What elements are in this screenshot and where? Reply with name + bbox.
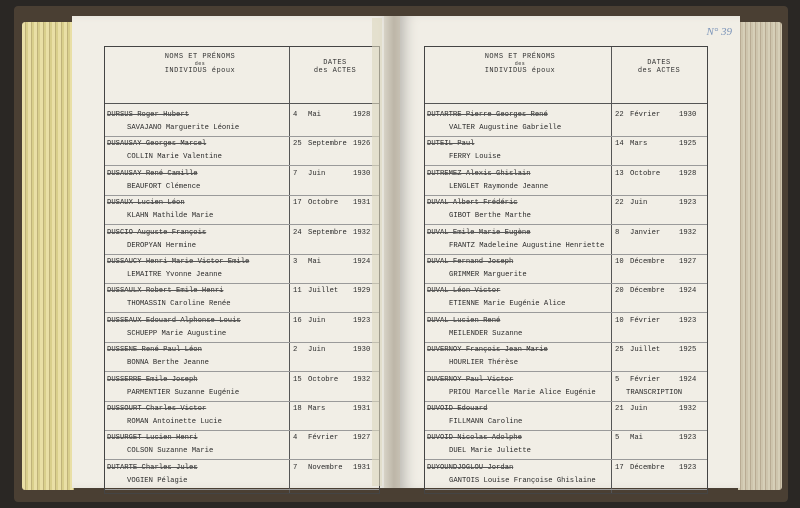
groom-name: DURSUS Roger Hubert <box>107 111 189 119</box>
bride-name: BONNA Berthe Jeanne <box>127 359 209 368</box>
right-page <box>400 16 740 488</box>
groom-name: DUSURGET Lucien Henri <box>107 434 198 443</box>
register-entry <box>105 403 379 431</box>
act-day: 7 <box>293 463 298 472</box>
act-year: 1932 <box>679 405 697 413</box>
groom-name: DUVERNOY François Jean Marie <box>427 346 548 355</box>
act-month: Décembre <box>630 287 665 296</box>
act-year: 1927 <box>353 434 371 443</box>
act-day: 4 <box>293 434 298 443</box>
bride-name: COLSON Suzanne Marie <box>127 447 214 456</box>
act-day: 25 <box>615 346 624 355</box>
bride-name: FRANTZ Madeleine Augustine Henriette <box>449 241 605 250</box>
bride-name: PARMENTIER Suzanne Eugénie <box>127 388 240 397</box>
act-year: 1925 <box>679 346 697 355</box>
header-names: NOMS ET PRÉNOMS des INDIVIDUS époux <box>164 53 236 75</box>
act-month: Octobre <box>308 375 339 384</box>
register-entry <box>105 256 379 284</box>
act-year: 1924 <box>679 287 697 296</box>
bride-name: SAVAJANO Marguerite Léonie <box>127 124 240 132</box>
bride-name: COLLIN Marie Valentine <box>127 153 222 162</box>
groom-name: DUSSERRE Emile Joseph <box>107 375 198 384</box>
act-day: 10 <box>615 316 624 325</box>
act-month: Mai <box>308 111 321 119</box>
bride-name: LEMAITRE Yvonne Jeanne <box>127 271 222 279</box>
act-year: 1930 <box>353 346 371 355</box>
act-month: Janvier <box>630 228 661 237</box>
act-day: 22 <box>615 199 624 208</box>
groom-name: DUTARTRE Pierre Georges René <box>427 111 548 119</box>
register-entry <box>105 109 379 137</box>
register-entry <box>425 227 707 255</box>
act-day: 8 <box>615 228 620 237</box>
act-month: Décembre <box>630 463 665 472</box>
bride-name: ETIENNE Marie Eugénie Alice <box>449 300 566 309</box>
act-year: 1930 <box>679 111 697 119</box>
act-month: Juin <box>308 346 326 355</box>
act-month: Décembre <box>630 258 665 266</box>
act-year: 1932 <box>353 375 371 384</box>
bride-name: VALTER Augustine Gabrielle <box>449 124 562 132</box>
act-year: 1932 <box>679 228 697 237</box>
act-day: 3 <box>293 258 298 266</box>
right-register-table <box>424 46 708 494</box>
act-day: 4 <box>293 111 298 119</box>
act-year: 1932 <box>353 228 371 237</box>
act-year: 1926 <box>353 140 371 149</box>
act-year: 1928 <box>353 111 371 119</box>
register-entry <box>425 315 707 343</box>
act-day: 5 <box>615 375 620 384</box>
act-year: 1923 <box>679 199 697 208</box>
transcription-note: TRANSCRIPTION <box>626 388 683 397</box>
act-month: Octobre <box>308 199 339 208</box>
page-edges-right <box>738 22 782 490</box>
groom-name: DUSAUSAY René Camille <box>107 169 198 178</box>
act-day: 11 <box>293 287 302 296</box>
act-year: 1927 <box>679 258 697 266</box>
header-names: NOMS ET PRÉNOMS des INDIVIDUS époux <box>484 53 556 75</box>
register-entry <box>425 403 707 431</box>
groom-name: DUVAL Albert Frédéric <box>427 199 518 208</box>
page-number: N° 39 <box>706 26 732 38</box>
act-month: Juin <box>630 405 648 413</box>
act-year: 1928 <box>679 169 697 178</box>
act-day: 17 <box>293 199 302 208</box>
act-day: 22 <box>615 111 624 119</box>
act-day: 5 <box>615 434 620 443</box>
groom-name: DUTARTE Charles Jules <box>107 463 198 472</box>
register-entry <box>425 109 707 137</box>
bride-name: GANTOIS Louise Françoise Ghislaine <box>449 476 596 485</box>
act-month: Octobre <box>630 169 661 178</box>
act-day: 14 <box>615 140 624 149</box>
act-month: Mai <box>630 434 643 443</box>
act-day: 24 <box>293 228 302 237</box>
act-day: 18 <box>293 405 302 413</box>
act-year: 1923 <box>353 316 371 325</box>
register-entry <box>425 256 707 284</box>
groom-name: DUSAUX Lucien Léon <box>107 199 185 208</box>
act-month: Mars <box>630 140 648 149</box>
bride-name: ROMAN Antoinette Lucie <box>127 418 222 426</box>
act-month: Juillet <box>630 346 661 355</box>
register-entry <box>105 462 379 490</box>
groom-name: DUSSENE René Paul Léon <box>107 346 202 355</box>
act-day: 7 <box>293 169 298 178</box>
act-month: Février <box>308 434 339 443</box>
act-month: Septembre <box>308 140 347 149</box>
bride-name: DUEL Marie Juliette <box>449 447 531 456</box>
groom-name: DUSSOURT Charles Victor <box>107 405 207 413</box>
register-entry <box>425 138 707 166</box>
act-year: 1930 <box>353 169 371 178</box>
register-entry <box>425 285 707 313</box>
bride-name: VOGIEN Pélagie <box>127 476 188 485</box>
groom-name: DUYOUNDJOGLOU Jordan <box>427 463 514 472</box>
groom-name: DUSSAUCY Henri Marie Victor Emile <box>107 258 250 266</box>
bride-name: DEROPYAN Hermine <box>127 241 197 250</box>
register-entry <box>105 344 379 372</box>
header-dates: DATES des ACTES <box>313 59 357 75</box>
bride-name: KLAHN Mathilde Marie <box>127 212 214 221</box>
act-year: 1924 <box>679 375 697 384</box>
act-day: 25 <box>293 140 302 149</box>
register-entry <box>105 374 379 402</box>
act-month: Juin <box>630 199 648 208</box>
act-month: Mai <box>308 258 321 266</box>
register-entry <box>425 374 707 402</box>
groom-name: DUSCIO Auguste François <box>107 228 207 237</box>
act-day: 16 <box>293 316 302 325</box>
register-entry <box>105 285 379 313</box>
groom-name: DUVAL Lucien René <box>427 316 501 325</box>
act-month: Juin <box>308 169 326 178</box>
groom-name: DUVOID Nicolas Adolphe <box>427 434 522 443</box>
bride-name: SCHUEPP Marie Augustine <box>127 329 227 338</box>
register-entry <box>425 168 707 196</box>
bride-name: MEILENDER Suzanne <box>449 329 523 338</box>
act-year: 1923 <box>679 463 697 472</box>
register-entry <box>425 344 707 372</box>
groom-name: DUVERNOY Paul Victor <box>427 375 514 384</box>
register-entry <box>425 197 707 225</box>
bride-name: FERRY Louise <box>449 153 501 162</box>
register-entry <box>425 432 707 460</box>
groom-name: DUVAL Fernand Joseph <box>427 258 514 266</box>
groom-name: DUSSAULX Robert Emile Henri <box>107 287 224 296</box>
groom-name: DUVAL Léon Victor <box>427 287 501 296</box>
bride-name: THOMASSIN Caroline Renée <box>127 300 231 309</box>
register-entry <box>105 315 379 343</box>
register-entry <box>105 138 379 166</box>
act-day: 15 <box>293 375 302 384</box>
bride-name: GRIMMER Marguerite <box>449 271 527 279</box>
register-entry <box>105 197 379 225</box>
act-month: Février <box>630 375 661 384</box>
act-year: 1923 <box>679 434 697 443</box>
act-month: Juin <box>308 316 326 325</box>
bride-name: PRIOU Marcelle Marie Alice Eugénie <box>449 388 596 397</box>
act-month: Septembre <box>308 228 347 237</box>
groom-name: DUTEIL Paul <box>427 140 475 149</box>
act-day: 17 <box>615 463 624 472</box>
header-dates: DATES des ACTES <box>637 59 681 75</box>
bride-name: LENGLET Raymonde Jeanne <box>449 182 549 191</box>
groom-name: DUVOID Edouard <box>427 405 488 413</box>
act-day: 2 <box>293 346 298 355</box>
groom-name: DUSSEAUX Edouard Alphonse Louis <box>107 316 241 325</box>
binding-tape <box>372 18 382 486</box>
act-day: 13 <box>615 169 624 178</box>
act-year: 1931 <box>353 199 371 208</box>
act-month: Juillet <box>308 287 339 296</box>
act-month: Février <box>630 111 661 119</box>
act-day: 10 <box>615 258 624 266</box>
left-register-table <box>104 46 380 494</box>
bride-name: GIBOT Berthe Marthe <box>449 212 531 221</box>
act-year: 1931 <box>353 405 371 413</box>
act-year: 1923 <box>679 316 697 325</box>
bride-name: HOURLIER Thérèse <box>449 359 519 368</box>
act-day: 21 <box>615 405 624 413</box>
groom-name: DUSAUSAY Georges Marcel <box>107 140 207 149</box>
act-year: 1931 <box>353 463 371 472</box>
register-entry <box>105 432 379 460</box>
groom-name: DUVAL Emile Marie Eugène <box>427 228 531 237</box>
act-month: Février <box>630 316 661 325</box>
act-month: Mars <box>308 405 326 413</box>
act-day: 20 <box>615 287 624 296</box>
register-entry <box>105 227 379 255</box>
act-year: 1925 <box>679 140 697 149</box>
register-entry <box>105 168 379 196</box>
page-edges-left <box>22 22 74 490</box>
left-page <box>72 16 394 488</box>
bride-name: FILLMANN Caroline <box>449 418 523 426</box>
act-month: Novembre <box>308 463 343 472</box>
register-entry <box>425 462 707 490</box>
groom-name: DUTREMEZ Alexis Ghislain <box>427 169 531 178</box>
act-year: 1924 <box>353 258 371 266</box>
bride-name: BEAUFORT Clémence <box>127 182 201 191</box>
act-year: 1929 <box>353 287 371 296</box>
